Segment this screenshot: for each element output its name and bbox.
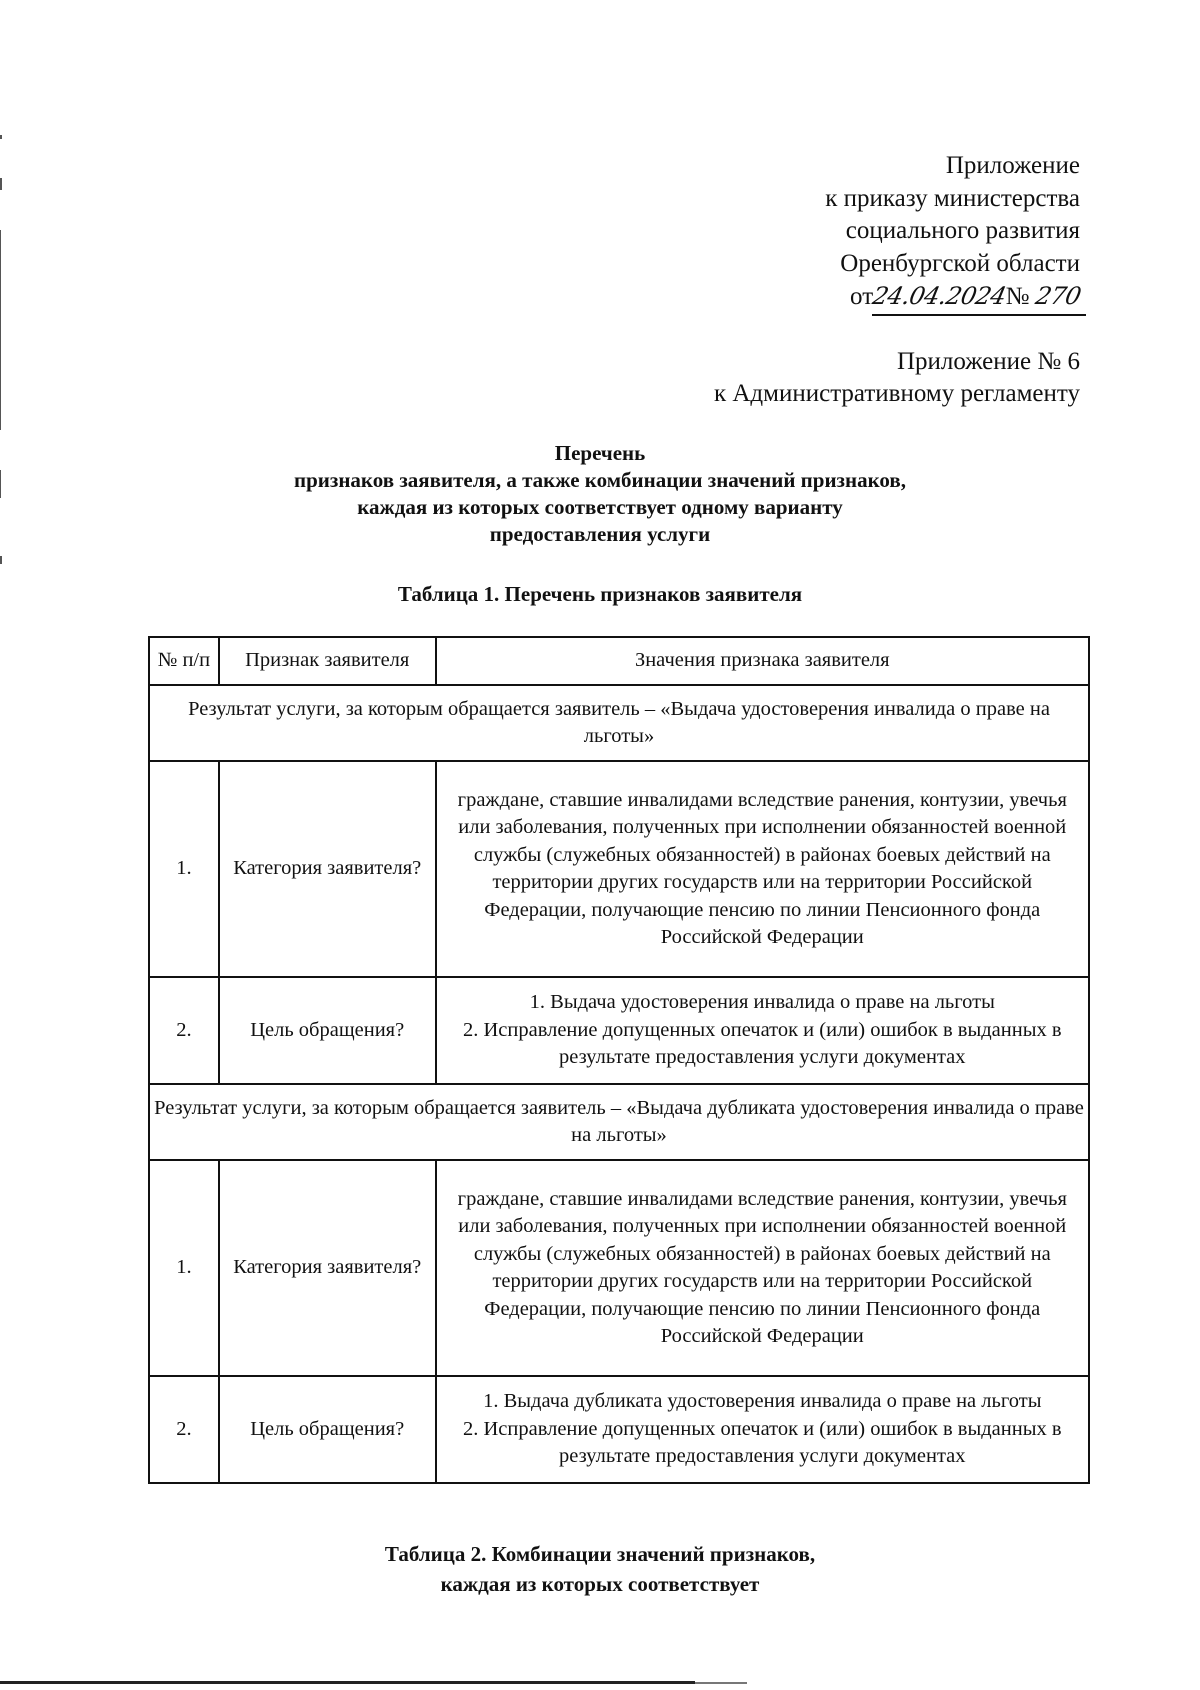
row-values (436, 761, 1089, 977)
value-line: 1. Выдача дубликата удостоверения инвалида о праве на льготы (483, 1390, 1042, 1413)
column-header-values: Значения признака заявителя (436, 637, 1089, 685)
attachment-line: Оренбургской области (840, 249, 1080, 277)
row-number: 2. (149, 1376, 219, 1483)
scan-edge-mark (0, 135, 2, 139)
value-line: 2. Исправление допущенных опечаток и (или) ошибок в выданных в результате предоставления услуги документах (462, 1417, 1062, 1468)
table2-caption-line: Таблица 2. Комбинации значений признаков, (384, 1542, 816, 1566)
table-row (149, 1376, 1089, 1483)
table2-caption-line: каждая из которых соответствует (440, 1572, 760, 1596)
attachment-line: социального развития (845, 217, 1080, 244)
table-row (149, 1160, 1089, 1376)
bottom-rule (695, 1682, 747, 1684)
table-row (149, 977, 1089, 1084)
order-prefix: от (850, 283, 874, 310)
scan-edge-mark (0, 230, 1, 430)
section-row (149, 685, 1089, 761)
row-attribute: Категория заявителя? (219, 761, 436, 977)
row-attribute: Цель обращения? (219, 1376, 436, 1483)
attachment-block (825, 150, 1084, 314)
scan-edge-mark (0, 178, 2, 190)
appendix-line: к Административному регламенту (713, 380, 1080, 407)
table2-caption (0, 1539, 1200, 1599)
attachment-line: к приказу министерства (825, 184, 1080, 212)
appendix-line: Приложение № 6 (896, 348, 1080, 375)
row-number: 2. (149, 977, 219, 1084)
table-row (149, 761, 1089, 977)
row-values (436, 1160, 1089, 1376)
row-values (436, 1376, 1089, 1483)
bottom-rule (0, 1681, 695, 1684)
order-no-label: № (1005, 283, 1030, 310)
heading-line: предоставления услуги (489, 522, 711, 546)
heading-line: каждая из которых соответствует одному варианту (357, 495, 843, 519)
value-line: 2. Исправление допущенных опечаток и (или) ошибок в выданных в результате предоставления услуги документах (462, 1018, 1062, 1069)
table1-caption: Таблица 1. Перечень признаков заявителя (397, 582, 803, 606)
row-number: 1. (149, 1160, 219, 1376)
value-line: 1. Выдача удостоверения инвалида о праве на льготы (529, 991, 995, 1014)
row-number: 1. (149, 761, 219, 977)
scan-edge-mark (0, 556, 2, 564)
column-header-number: № п/п (149, 637, 219, 685)
row-attribute: Категория заявителя? (219, 1160, 436, 1376)
applicant-attributes-table (148, 636, 1090, 1484)
order-date: 24.04.2024 (870, 282, 1009, 310)
table-header-row (149, 637, 1089, 685)
value-line: граждане, ставшие инвалидами вследствие ранения, контузии, увечья или заболевания, полученных при исполнении обязанностей военной службы (служебных обязанностей) в районах боевых действий на территории других государств или на территории Российской Федерации, получающие пенсию по линии Пенсионного фонда Российской Федерации (457, 1187, 1067, 1347)
row-values (436, 977, 1089, 1084)
heading-line: признаков заявителя, а также комбинации значений признаков, (294, 468, 906, 492)
document-heading (0, 440, 1200, 548)
attachment-line: Приложение (945, 152, 1080, 179)
order-signature-line (850, 280, 1084, 314)
column-header-attribute: Признак заявителя (219, 637, 436, 685)
heading-line: Перечень (554, 441, 646, 465)
order-number: 270 (1032, 282, 1084, 310)
section-row (149, 1084, 1089, 1160)
value-line: граждане, ставшие инвалидами вследствие ранения, контузии, увечья или заболевания, полученных при исполнении обязанностей военной службы (служебных обязанностей) в районах боевых действий на территории других государств или на территории Российской Федерации, получающие пенсию по линии Пенсионного фонда Российской Федерации (457, 788, 1067, 948)
section-title: Результат услуги, за которым обращается заявитель – «Выдача дубликата удостоверения инвалида о праве на льготы» (149, 1084, 1089, 1160)
order-line (825, 280, 1084, 314)
signature-underline (872, 314, 1086, 316)
row-attribute: Цель обращения? (219, 977, 436, 1084)
appendix-block (714, 346, 1080, 410)
section-title: Результат услуги, за которым обращается заявитель – «Выдача удостоверения инвалида о праве на льготы» (149, 685, 1089, 761)
